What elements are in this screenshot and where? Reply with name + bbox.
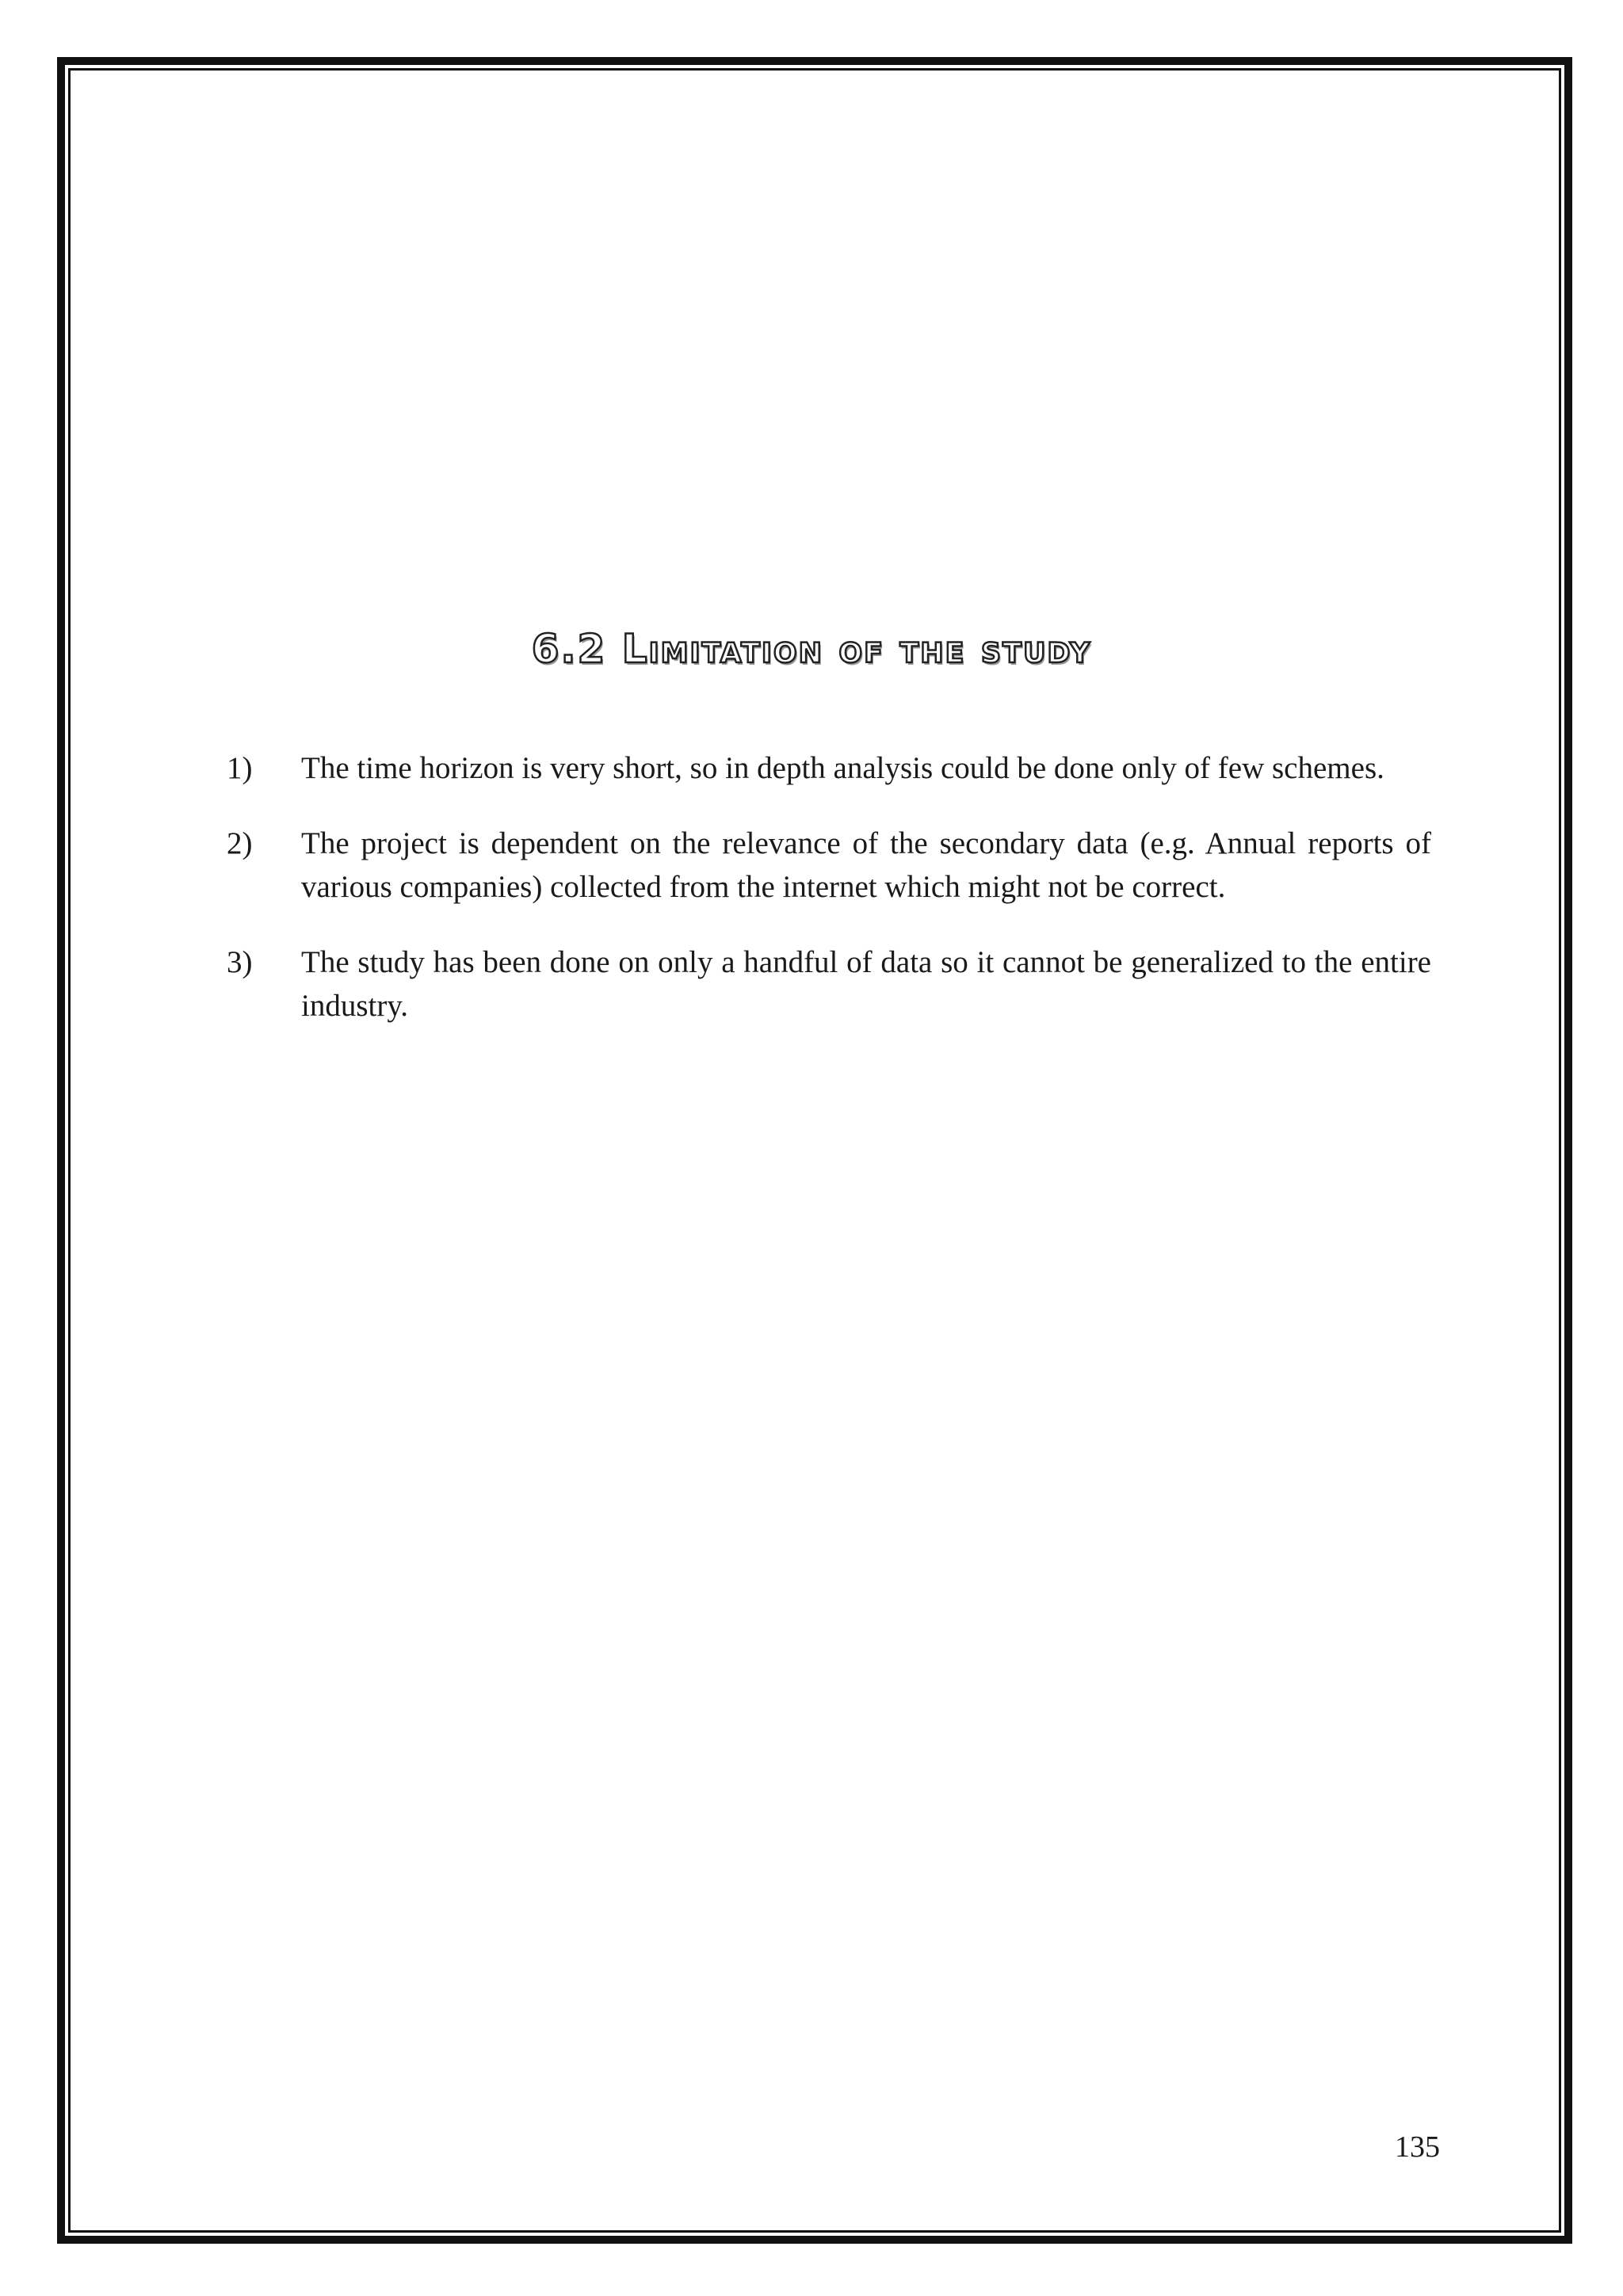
list-item-number: 1)	[227, 751, 253, 785]
page-number: 135	[1395, 2130, 1440, 2164]
list-item-text: The time horizon is very short, so in depth analysis could be done only of few schemes.	[301, 751, 1384, 785]
list-item	[227, 746, 1431, 790]
list-item	[227, 822, 1431, 909]
section-heading: 6.2 Limitation of the study	[531, 626, 1092, 672]
list-item-number: 3)	[227, 945, 253, 979]
limitations-list	[227, 746, 1431, 1059]
page-border-inner	[68, 68, 1561, 2233]
list-item-text: The study has been done on only a handful of data so it cannot be generalized to the entire industry.	[301, 945, 1431, 1023]
list-item-text: The project is dependent on the relevance of the secondary data (e.g. Annual reports of various companies) collected from the internet which might not be correct.	[301, 826, 1431, 904]
list-item-number: 2)	[227, 826, 253, 860]
list-item	[227, 940, 1431, 1028]
